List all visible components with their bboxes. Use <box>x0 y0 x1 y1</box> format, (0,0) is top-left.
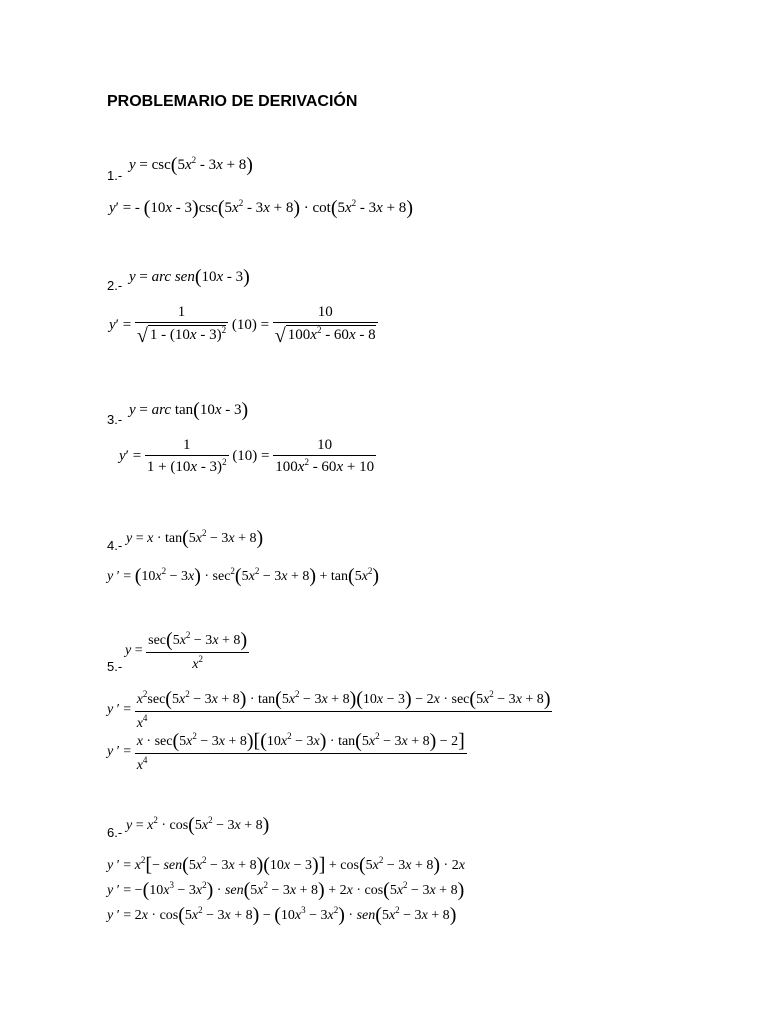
problem-5-derivative-1: y ′ = $x^2\sec(5x^2 - 3x + 8) \cdot \tan(5x^2 - 3x + 8)(10x - 3) - 2x \cdot \sec(5x^2 - 3x + 8)$ $x^4$ <box>107 688 551 731</box>
problem-1-function: $y = \csc(5x^2 - 3x + 8)$ <box>129 154 253 176</box>
document-title: PROBLEMARIO DE DERIVACIÓN <box>107 93 358 110</box>
problem-2-function: y = arc sen(10x - 3) <box>129 266 250 288</box>
problem-number-3: 3.- <box>107 412 123 427</box>
problem-6-function: $y = x^2 \cdot \cos(5x^2 - 3x + 8)$ <box>126 814 270 836</box>
problem-3-function: y = arc tan(10x - 3) <box>129 399 249 421</box>
problem-number-2: 2.- <box>107 278 123 293</box>
problem-number-5: 5.- <box>107 659 123 674</box>
problem-2-derivative: y′ = $\frac{1}{√ 1 - (10x - 3)^2}$ (10) = $\frac{10}{√ 100x^2 - 60x - 8}$ <box>109 304 376 347</box>
problem-3-derivative: y′ = $\frac{1}{1 + (10x - 3)^2}$ (10) = $\frac{10}{100x^2 - 60x + 10}$ <box>119 437 375 475</box>
problem-number-6: 6.- <box>107 825 123 840</box>
problem-6-derivative-3: y ′ = $2x \cdot \cos(5x^2 - 3x + 8) - (10x^3 - 3x^2) \cdot sen(5x^2 - 3x + 8)$ <box>107 904 457 926</box>
problem-5-function: y = $\frac{\sec(5x^2 - 3x + 8)}{x^2}$ <box>125 629 248 672</box>
problem-number-4: 4.- <box>107 538 123 553</box>
problem-number-1: 1.- <box>107 168 123 183</box>
problem-4-derivative: y ′ = $(10x^2 - 3x) \cdot \sec^2(5x^2 - 3x + 8) + \tan(5x^2)$ <box>107 565 380 587</box>
problem-5-derivative-2: y ′ = $\frac{x \cdot \sec(5x^2 - 3x + 8)[(10x^2 - 3x) \cdot \tan(5x^2 - 3x + 8) - 2]}{x^4}$ <box>107 730 465 773</box>
problem-1-derivative: y′ = - $(10x - 3)\csc(5x^2 - 3x + 8) \cdot \cot(5x^2 - 3x + 8)$ <box>109 197 413 219</box>
problem-6-derivative-2: y ′ = $-(10x^3 - 3x^2) \cdot sen(5x^2 - 3x + 8) + 2x \cdot \cos(5x^2 - 3x + 8)$ <box>107 879 465 901</box>
problem-6-derivative-1: y ′ = $x^2[- sen(5x^2 - 3x + 8)(10x - 3)] + \cos(5x^2 - 3x + 8) \cdot 2x$ <box>107 854 465 876</box>
problem-4-function: $y = x \cdot \tan(5x^2 - 3x + 8)$ <box>126 527 264 549</box>
